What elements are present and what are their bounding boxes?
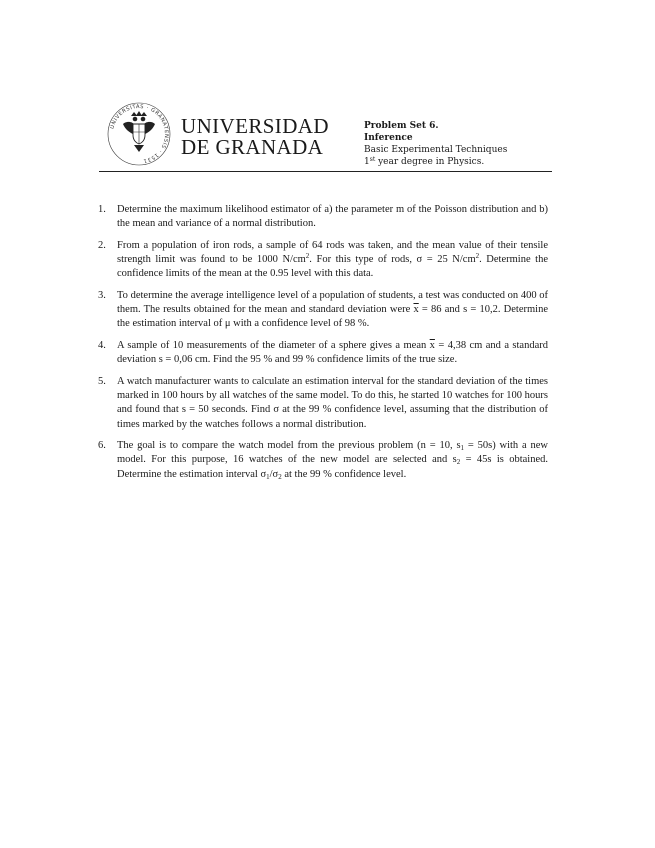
university-name: [181, 116, 329, 158]
problem-number: 3.: [98, 289, 106, 301]
problem-number: 2.: [98, 239, 106, 251]
course-year: 1st year degree in Physics.: [364, 156, 485, 167]
problem-list: [98, 203, 548, 489]
problem-item: [98, 203, 548, 232]
problem-text: A watch manufacturer wants to calculate an estimation interval for the standard deviation of the times marked in 100 hours by all watches of the same model. To do this, he started 10 watches for 100 hours and found that s = 50 seconds. Find σ at the 99 % confidence level, assuming that the distribution of times marked by the watches follows a normal distribution.: [117, 375, 548, 430]
problem-number: 4.: [98, 339, 106, 351]
problem-number: 6.: [98, 440, 106, 452]
problem-item: [98, 375, 548, 432]
problem-item: [98, 239, 548, 282]
problem-item: [98, 439, 548, 482]
course-name: Basic Experimental Techniques: [364, 145, 508, 155]
problem-set-topic: Inference: [364, 133, 413, 143]
problem-text: To determine the average intelligence level of a population of students, a test was conducted on 400 of them. The results obtained for the mean and standard deviation were $\overline{x} = 86$ and s = 10,2. Determine the estimation interval of μ with a confidence level of 98 %.: [117, 289, 548, 330]
svg-text:UNIVERSITAS · GRANATENSIS · 15: UNIVERSITAS · GRANATENSIS · 1531: [109, 103, 170, 164]
university-name-line-1: UNIVERSIDAD: [181, 114, 329, 138]
page-header: [100, 100, 552, 172]
university-name-line-2: DE GRANADA: [181, 135, 324, 159]
problem-set-title: Problem Set 6.: [364, 121, 439, 131]
header-divider: [99, 171, 552, 172]
problem-item: [98, 289, 548, 332]
problem-number: 1.: [98, 204, 106, 215]
problem-text: A sample of 10 measurements of the diameter of a sphere gives a mean $\overline{x} = 4,38$ cm and a standard deviation s = 0,06 cm. Find the 95 % and 99 % confidence limits of the true size.: [117, 339, 548, 366]
problem-text: From a population of iron rods, a sample of 64 rods was taken, and the mean value of their tensile strength limit was found to be 1000 $N/cm^2$. For this type of rods, σ = 25 $N/cm^2$. Determine the confidence limits of the mean at the 0.95 level with this data.: [117, 239, 549, 280]
university-seal-icon: [107, 102, 171, 166]
problem-number: 5.: [98, 375, 106, 387]
problem-set-info: [364, 120, 507, 168]
problem-text: The goal is to compare the watch model from the previous problem (n = 10, $s_1 = 50s$) with a new model. For this purpose, 16 watches of the new model are selected and $s_2 = 45s$ is obtained. Determine the estimation interval $\sigma_1/\sigma_2$ at the 99 % confidence level.: [117, 440, 548, 481]
problem-item: [98, 339, 548, 368]
problem-text: Determine the maximum likelihood estimator of a) the parameter m of the Poisson distribution and b) the mean and variance of a normal distribution.: [117, 204, 548, 230]
